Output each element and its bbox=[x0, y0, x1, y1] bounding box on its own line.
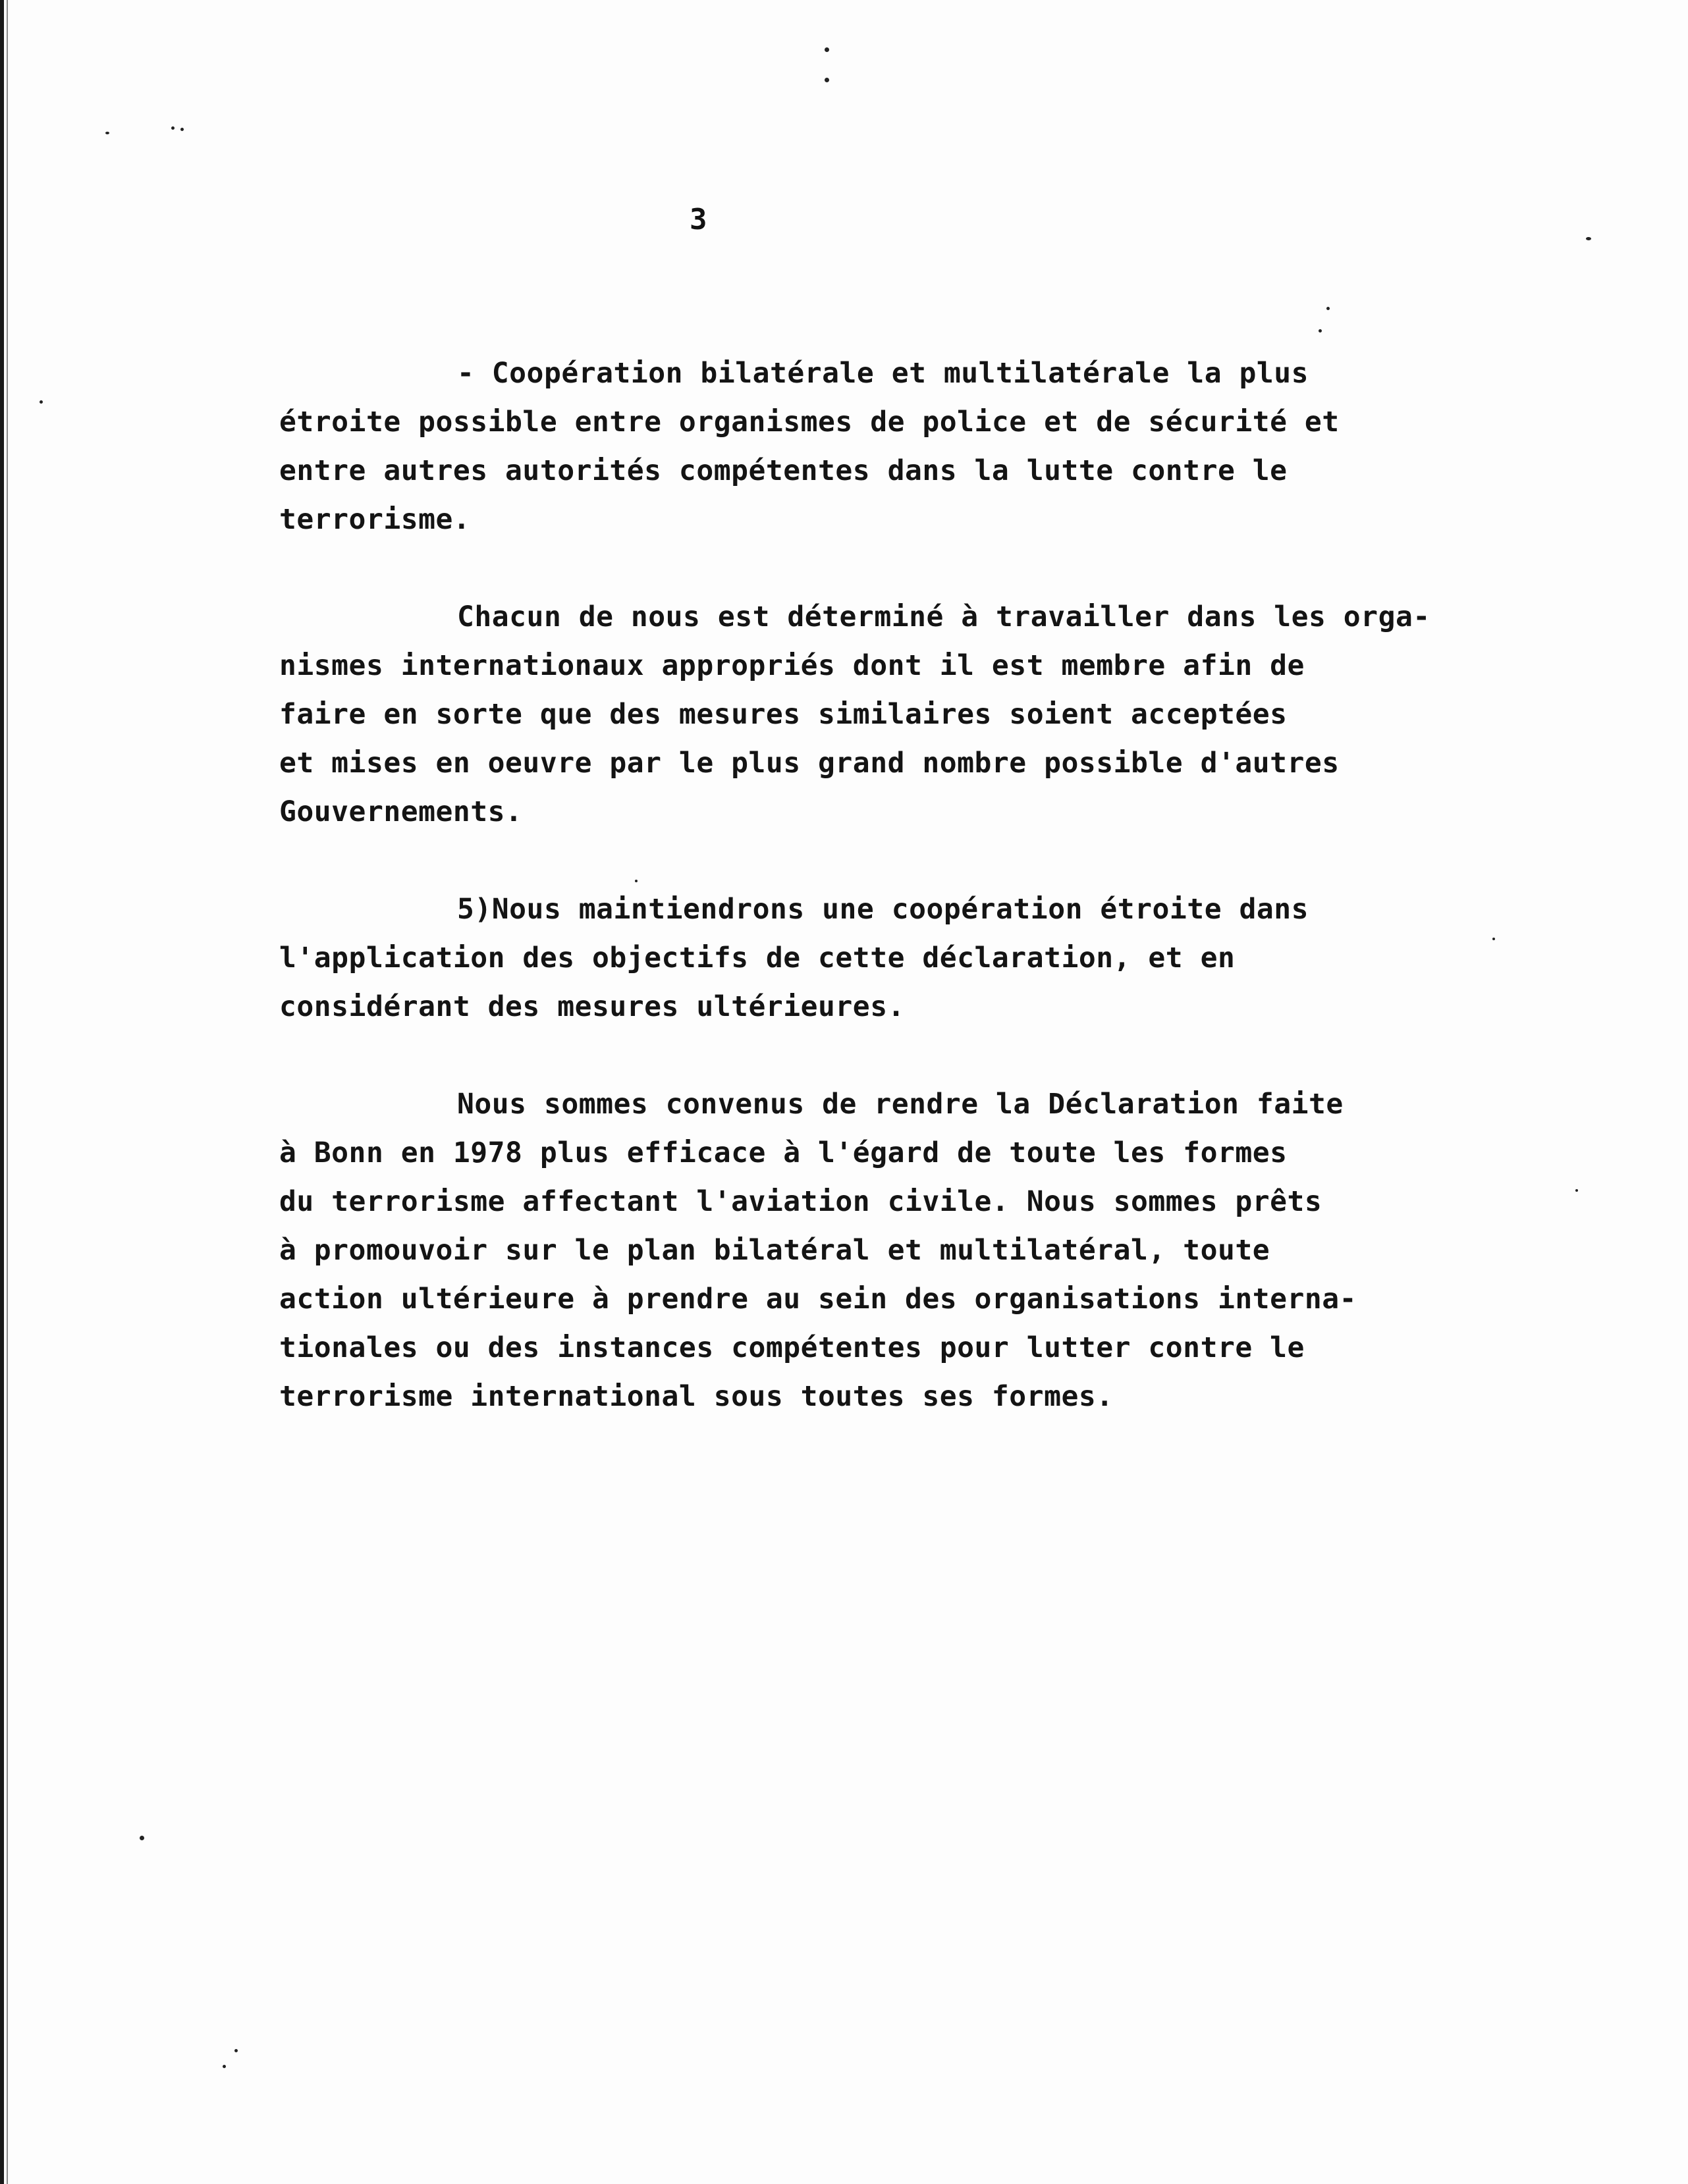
text-line: Nous sommes convenus de rendre la Déclaration faite bbox=[457, 1088, 1344, 1121]
scan-edge-line bbox=[7, 0, 8, 2184]
scan-speck bbox=[171, 126, 175, 130]
page-number: 3 bbox=[690, 203, 707, 236]
scan-speck bbox=[635, 880, 638, 882]
scan-speck bbox=[1319, 329, 1322, 333]
scan-speck bbox=[1586, 237, 1591, 240]
paragraph-gap bbox=[279, 1031, 1596, 1080]
paragraph-cooperation bbox=[279, 349, 1596, 544]
text-line: étroite possible entre organismes de police et de sécurité et bbox=[279, 406, 1340, 439]
text-line: du terrorisme affectant l'aviation civile. Nous sommes prêts bbox=[279, 1185, 1322, 1218]
text-line: terrorisme. bbox=[279, 503, 471, 536]
scan-speck bbox=[825, 47, 829, 52]
scan-speck bbox=[40, 400, 43, 404]
text-line: 5)Nous maintiendrons une coopération étroite dans bbox=[457, 893, 1309, 926]
text-line: tionales ou des instances compétentes pour lutter contre le bbox=[279, 1331, 1305, 1364]
text-line: et mises en oeuvre par le plus grand nombre possible d'autres bbox=[279, 747, 1340, 780]
text-line: à Bonn en 1978 plus efficace à l'égard de toute les formes bbox=[279, 1136, 1288, 1169]
text-line: faire en sorte que des mesures similaires soient acceptées bbox=[279, 698, 1288, 731]
scan-speck bbox=[223, 2065, 226, 2068]
paragraph-gap bbox=[279, 836, 1596, 885]
text-line: terrorisme international sous toutes ses formes. bbox=[279, 1380, 1114, 1413]
text-line: - Coopération bilatérale et multilatérale la plus bbox=[457, 357, 1309, 390]
text-line: action ultérieure à prendre au sein des organisations interna- bbox=[279, 1283, 1357, 1316]
scan-speck bbox=[140, 1836, 144, 1840]
scan-edge-shadow bbox=[0, 0, 4, 2184]
scan-speck bbox=[1575, 1189, 1578, 1192]
text-line: considérant des mesures ultérieures. bbox=[279, 990, 905, 1023]
scan-speck bbox=[234, 2049, 238, 2052]
scan-speck bbox=[825, 78, 829, 82]
text-line: l'application des objectifs de cette déclaration, et en bbox=[279, 942, 1236, 974]
scan-speck bbox=[1492, 938, 1495, 940]
paragraph-chacun bbox=[279, 593, 1596, 836]
document-body bbox=[279, 349, 1596, 1421]
paragraph-point-5 bbox=[279, 885, 1596, 1031]
paragraph-gap bbox=[279, 544, 1596, 593]
paragraph-bonn-declaration bbox=[279, 1080, 1596, 1421]
text-line: Chacun de nous est déterminé à travailler dans les orga- bbox=[457, 600, 1430, 633]
text-line: à promouvoir sur le plan bilatéral et multilatéral, toute bbox=[279, 1234, 1270, 1267]
scan-speck bbox=[105, 132, 109, 134]
text-line: Gouvernements. bbox=[279, 795, 523, 828]
text-line: entre autres autorités compétentes dans la lutte contre le bbox=[279, 454, 1288, 487]
scan-speck bbox=[1326, 307, 1330, 310]
text-line: nismes internationaux appropriés dont il est membre afin de bbox=[279, 649, 1305, 682]
scan-speck bbox=[180, 128, 184, 131]
